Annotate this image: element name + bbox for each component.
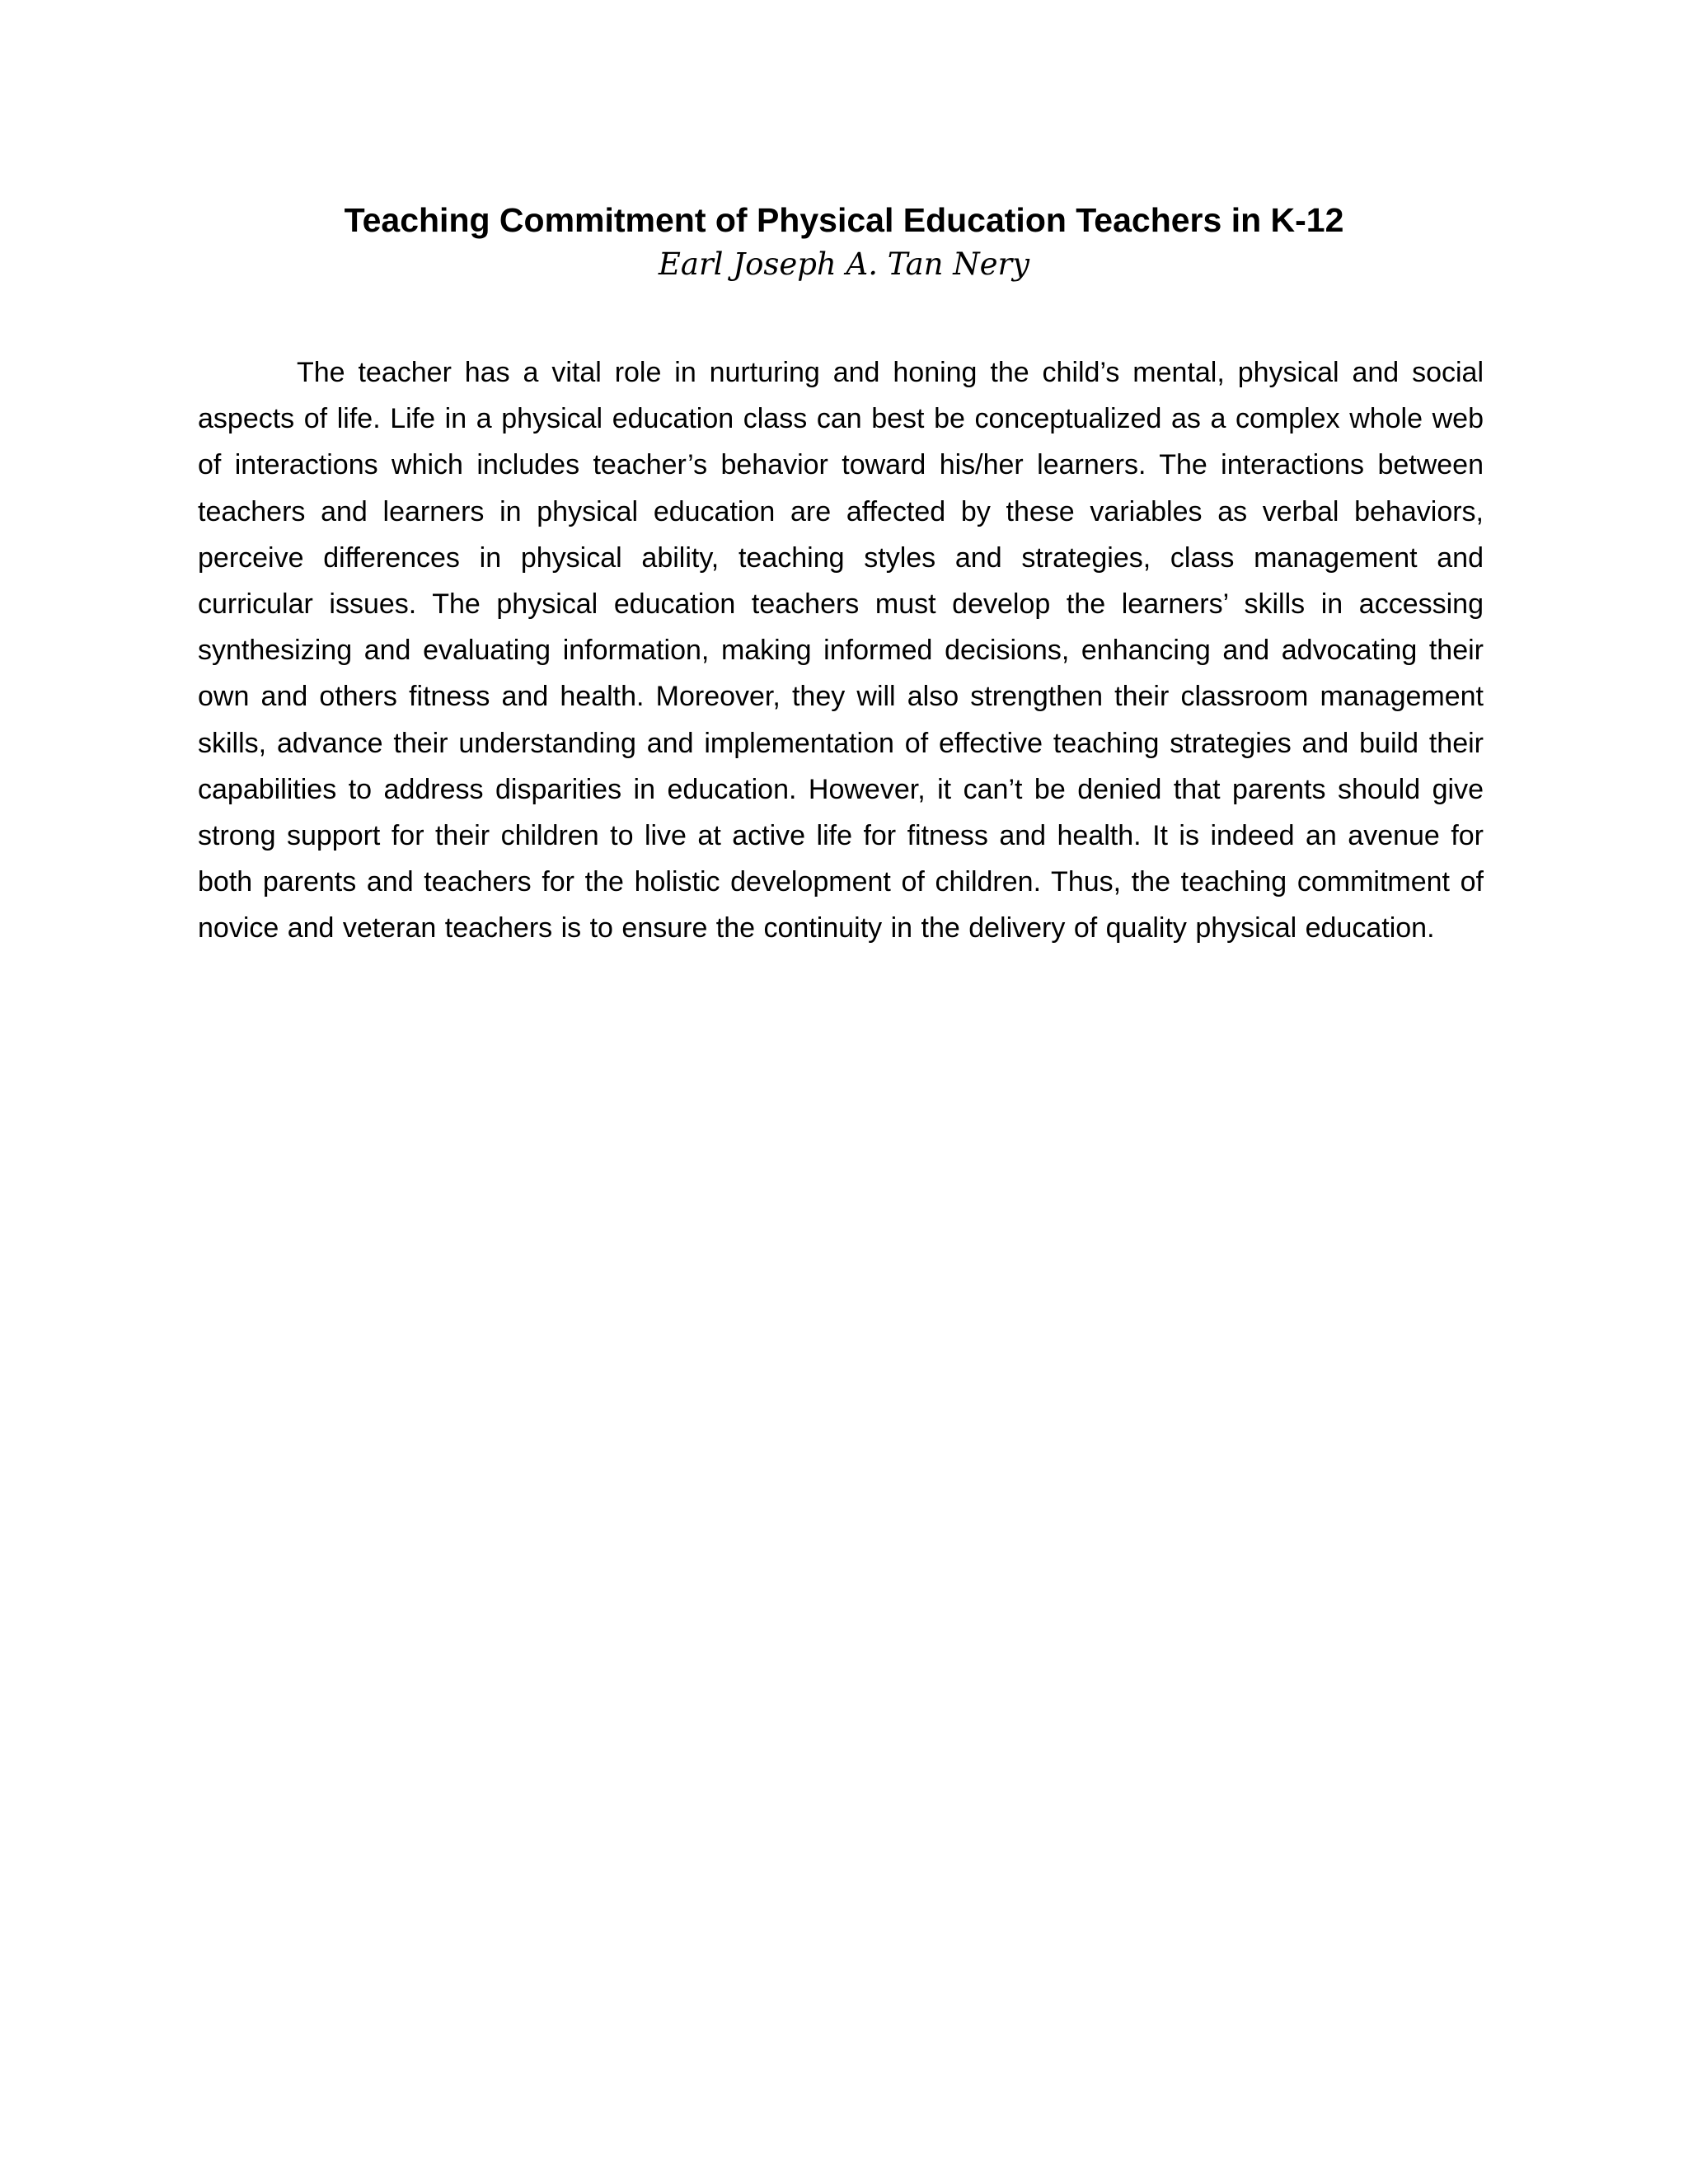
body-paragraph: The teacher has a vital role in nurturing and honing the child’s mental, physical and social aspects of life. Life in a physical education class can best be conceptualized as a complex whole web of interactions which includes teacher’s behavior toward his/her learners. The interactions between teachers and learners in physical education are affected by these variables as verbal behaviors, perceive differences in physical ability, teaching styles and strategies, class management and curricular issues. The physical education teachers must develop the learners’ skills in accessing synthesizing and evaluating information, making informed decisions, enhancing and advocating their own and others fitness and health. Moreover, they will also strengthen their classroom management skills, advance their understanding and implementation of effective teaching strategies and build their capabilities to address disparities in education. However, it can’t be denied that parents should give strong support for their children to live at active life for fitness and health. It is indeed an avenue for both parents and teachers for the holistic development of children. Thus, the teaching commitment of novice and veteran teachers is to ensure the continuity in the delivery of quality physical education.	[198, 357, 1484, 944]
document-author: Earl Joseph A. Tan Nery	[658, 246, 1030, 282]
document-title: Teaching Commitment of Physical Education Teachers in K-12	[344, 201, 1344, 239]
